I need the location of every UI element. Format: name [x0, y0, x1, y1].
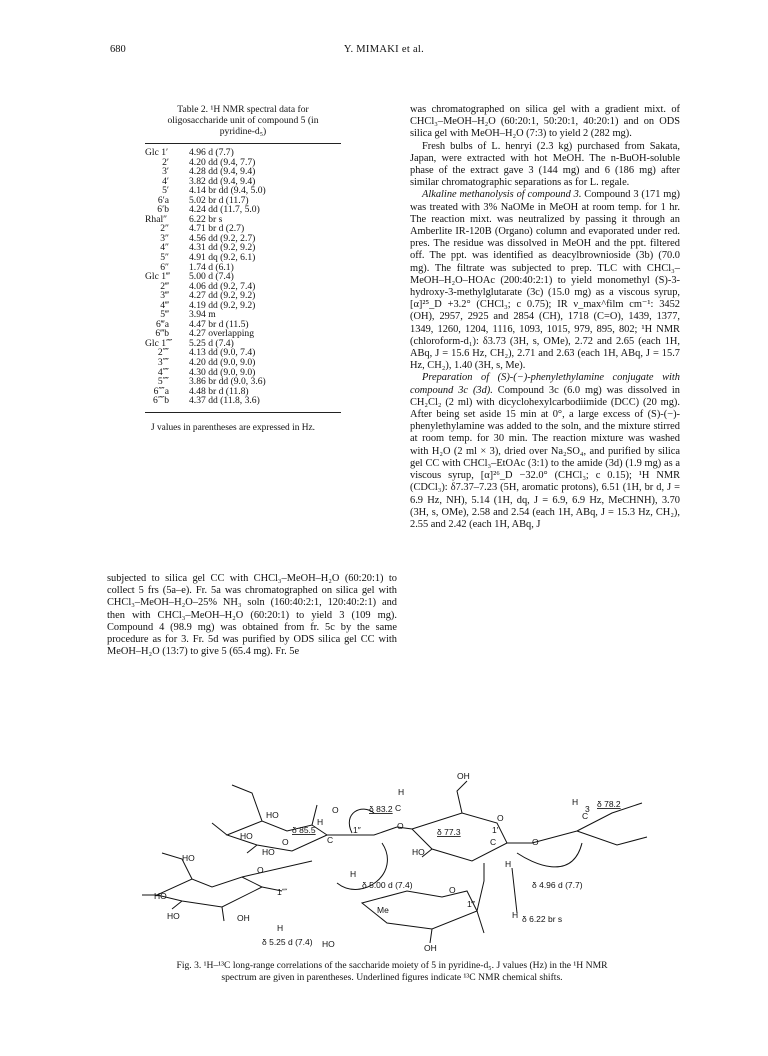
nmr-table — [145, 104, 341, 434]
fig-label: H — [277, 923, 284, 933]
table-cell-shift: 4.13 dd (9.0, 7.4) — [189, 347, 256, 359]
fig-label: HO — [262, 847, 275, 857]
table-cell-shift: 4.56 dd (9.2, 2.7) — [189, 232, 256, 244]
table-cell-shift: 4.06 dd (9.2, 7.4) — [189, 280, 256, 292]
fig-label: H — [317, 817, 324, 827]
fig-label: O — [282, 837, 289, 847]
table-cell-position: Glc 1‴ — [145, 271, 171, 283]
table-cell-position: 6′a — [157, 194, 169, 206]
table-cell-shift: 5.00 d (7.4) — [189, 271, 234, 283]
fig-label: C — [395, 803, 402, 813]
table-row — [145, 205, 341, 215]
fig-label: HO — [154, 891, 167, 901]
table-cell-shift: 4.19 dd (9.2, 9.2) — [189, 299, 256, 311]
table-bottom-rule — [145, 412, 341, 413]
fig-label: O — [332, 805, 339, 815]
section-heading: Alkaline methanolysis of compound 3. — [422, 189, 582, 201]
bond — [212, 823, 227, 835]
bond — [222, 907, 224, 921]
bond — [507, 831, 577, 843]
table-cell-shift: 4.91 dq (9.2, 6.1) — [189, 252, 256, 264]
fig-label: H — [505, 859, 512, 869]
fig-label: O — [497, 813, 504, 823]
table-cell-shift: 4.48 br d (11.8) — [189, 385, 249, 397]
table-cell-position: 3′ — [162, 166, 169, 178]
table-row — [145, 396, 341, 406]
paragraph-text: Compound 3c (6.0 mg) was dissolved in CH₂Cl₂ (2 ml) with dicyclohexylcarbodiimide (DCC) (20 mg). After being set aside 15 min at 0°, a large excess of (S)-(−)-phenylethylamine was added to the soln, and the mixture stirred at room temp. for 30 min. The reaction mixture was washed with H₂O (2 ml × 3), dried over Na₂SO₄, and purified by silica gel CC with CHCl₃–EtOAc (3:1) to the amide (3d) (1.9 mg) as a viscous syrup, [α]²⁶_D −32.0° (CHCl₃; c 0.15); ¹H NMR (CDCl₃): δ7.37–7.23 (5H, aromatic protons), 6.51 (1H, br d, J = 6.9 Hz, NH), 5.14 (1H, dq, J = 6.9, 6.9 Hz, MeCHNH), 3.70 (3H, s, OMe), 2.58 and 2.54 (each 1H, ABq, J = 15.3 Hz, CH₂), 2.55 and 2.42 (each 1H, ABq, J — [410, 384, 681, 530]
glucose-ring-2 — [157, 877, 262, 907]
table-cell-position: 6‴a — [155, 318, 169, 330]
proton-shift: δ 5.00 d (7.4) — [362, 880, 413, 890]
table-cell-shift: 4.20 dd (9.0, 9.0) — [189, 357, 256, 369]
fig-label: HO — [240, 831, 253, 841]
table-top-rule — [145, 143, 341, 144]
table-cell-shift: 5.25 d (7.4) — [189, 337, 234, 349]
table-cell-position: 2⁗ — [157, 347, 169, 359]
table-cell-shift: 4.28 dd (9.4, 9.4) — [189, 166, 256, 178]
fig-label: C — [490, 837, 497, 847]
fig-label: C — [582, 811, 589, 821]
fig-label: H — [572, 797, 579, 807]
table-body — [145, 148, 341, 406]
table-cell-position: 3‴ — [160, 290, 169, 302]
fig-label: H — [350, 869, 357, 879]
table-cell-shift: 3.82 dd (9.4, 9.4) — [189, 175, 256, 187]
table-cell-position: Glc 1⁗ — [145, 337, 173, 349]
table-cell-position: 3⁗ — [157, 357, 169, 369]
fig-label: H — [512, 910, 519, 920]
table-cell-position: 3″ — [160, 232, 169, 244]
table-cell-shift: 4.71 br d (2.7) — [189, 223, 245, 235]
bond — [477, 863, 484, 911]
structure-figure — [112, 773, 672, 953]
table-cell-shift: 6.22 br s — [189, 213, 223, 225]
table-row — [145, 253, 341, 263]
table-cell-position: 6‴b — [155, 328, 169, 340]
table-row — [145, 329, 341, 339]
table-cell-position: 4⁗ — [157, 366, 169, 378]
table-caption-line: Table 2. ¹H NMR spectral data for — [177, 104, 309, 115]
section-heading: Preparation of (S)-(−)-phenylethylamine conjugate with compound 3c (3d). — [410, 372, 680, 396]
table-caption-line: oligosaccharide unit of compound 5 (in — [167, 115, 319, 126]
proton-shift: δ 4.96 d (7.7) — [532, 880, 583, 890]
table-cell-position: 5″ — [160, 252, 169, 264]
position-label: 1″ — [353, 825, 361, 835]
table-cell-position: 2′ — [162, 156, 169, 168]
right-column — [410, 104, 680, 531]
carbon-shift: δ 85.5 — [292, 825, 316, 835]
bond — [172, 901, 182, 909]
table-cell-shift: 3.86 br dd (9.0, 3.6) — [189, 376, 266, 388]
paragraph: Fresh bulbs of L. henryi (2.3 kg) purchased from Sakata, Japan, were extracted with hot MeOH. The n-BuOH-soluble phase of the extract gave 3 (144 mg) and 6 (186 mg) after similar chromatographic separations as for L. regale. — [410, 140, 680, 189]
table-cell-position: 6⁗a — [153, 385, 169, 397]
fig-label: HO — [167, 911, 180, 921]
table-footnote: J values in parentheses are expressed in Hz. — [151, 422, 316, 433]
correlation-arrow — [512, 868, 517, 913]
table-cell-position: 5‴ — [160, 309, 169, 321]
table-cell-position: 4″ — [160, 242, 169, 254]
table-cell-shift: 4.27 overlapping — [189, 328, 255, 340]
table-cell-position: 6″ — [160, 261, 169, 273]
left-column — [107, 573, 397, 658]
table-cell-position: 4‴ — [160, 299, 169, 311]
carbon-shift: δ 78.2 — [597, 799, 621, 809]
table-caption — [145, 104, 341, 137]
page-number: 680 — [110, 44, 126, 55]
table-cell-position: 5⁗ — [157, 376, 169, 388]
position-label: 1′ — [492, 825, 499, 835]
bond — [247, 845, 257, 853]
bond — [242, 861, 312, 877]
fig-label: HO — [182, 853, 195, 863]
table-cell-shift: 4.27 dd (9.2, 9.2) — [189, 290, 256, 302]
table-cell-position: Glc 1′ — [145, 147, 169, 158]
carbon-shift: δ 77.3 — [437, 827, 461, 837]
table-cell-shift: 4.14 br dd (9.4, 5.0) — [189, 185, 266, 197]
figure-caption — [112, 960, 672, 984]
fig-label: O — [257, 865, 264, 875]
paragraph — [410, 189, 680, 372]
fig-label: Me — [377, 905, 389, 915]
paragraph — [410, 372, 680, 531]
table-row — [145, 301, 341, 311]
fig-label: OH — [457, 773, 470, 781]
table-cell-shift: 4.47 br d (11.5) — [189, 318, 249, 330]
table-cell-shift: 4.24 dd (11.7, 5.0) — [189, 204, 260, 216]
table-cell-shift: 1.74 d (6.1) — [189, 261, 234, 273]
paragraph: was chromatographed on silica gel with a gradient mixt. of CHCl₃–MeOH–H₂O (60:20:1, 50:20:1, 40:20:1) and on ODS silica gel with MeOH–H₂O (7:3) to yield 2 (282 mg). — [410, 104, 680, 140]
bond — [232, 785, 262, 821]
proton-shift: δ 6.22 br s — [522, 914, 563, 924]
fig-label: OH — [237, 913, 250, 923]
fig-label: O — [397, 821, 404, 831]
aglycone-bond — [577, 831, 647, 845]
fig-label: HO — [412, 847, 425, 857]
table-row — [145, 263, 341, 273]
running-head: Y. MIMAKI et al. — [343, 44, 425, 55]
table-cell-position: 2″ — [160, 223, 169, 235]
glycosidic-bond — [327, 827, 397, 835]
table-cell-shift: 4.31 dd (9.2, 9.2) — [189, 242, 256, 254]
bond — [457, 781, 467, 813]
fig-label: HO — [322, 939, 335, 949]
table-cell-position: 5′ — [162, 185, 169, 197]
table-cell-position: 4′ — [162, 175, 169, 187]
fig-label: H — [398, 787, 405, 797]
position-label: 1⁗ — [277, 887, 288, 897]
table-cell-shift: 4.37 dd (11.8, 3.6) — [189, 395, 260, 407]
table-cell-shift: 5.02 br d (11.7) — [189, 194, 249, 206]
table-cell-position: 2‴ — [160, 280, 169, 292]
figure-caption-line: Fig. 3. ¹H–¹³C long-range correlations of the saccharide moiety of 5 in pyridine-d₅. J values (Hz) in the ¹H NMR — [176, 960, 608, 971]
fig-label: O — [449, 885, 456, 895]
fig-label: HO — [266, 810, 279, 820]
position-label: 1‴ — [467, 899, 475, 909]
table-cell-shift: 4.30 dd (9.0, 9.0) — [189, 366, 256, 378]
proton-shift: δ 5.25 d (7.4) — [262, 937, 313, 947]
fig-label: OH — [424, 943, 437, 953]
fig-label: C — [327, 835, 334, 845]
paragraph-text: Compound 3 (171 mg) was treated with 3% NaOMe in MeOH at room temp. for 1 hr. The reaction mixt. was neutralized by passing it through an Amberlite IR-120B (Organo) column and evaporated under red. pres. The residue was dissolved in MeOH and the ppt. filtered off. The ppt. was identified as deacylbrownioside (3b) (70.0 mg). The filtrate was subjected to prep. TLC with CHCl₃–MeOH–H₂O–HOAc (200:40:2:1) to yield monomethyl (S)-3-hydroxy-3-methylglutarate (3c) (15.0 mg) as a viscous syrup, [α]²⁵_D +3.2° (CHCl₃; c 0.75); IR ν_max^film cm⁻¹: 3452 (OH), 2957, 2925 and 2854 (CH), 1718 (C=O), 1439, 1377, 1349, 1260, 1204, 1116, 1093, 1015, 979, 895, 802; ¹H NMR (chloroform-d₁): δ3.73 (3H, s, OMe), 2.72 and 2.65 (each 1H, ABq, J = 15.6 Hz, CH₂), 2.71 and 2.63 (each 1H, ABq, J = 15.7 Hz, CH₂), 1.40 (3H, s, Me). — [410, 189, 680, 372]
table-cell-position: Rhal″ — [145, 213, 168, 225]
table-cell-position: 6′b — [157, 204, 169, 216]
correlation-arrow — [517, 843, 582, 867]
table-cell-shift: 4.20 dd (9.4, 7.7) — [189, 156, 256, 168]
table-cell-shift: 3.94 m — [189, 309, 216, 321]
table-caption-line: pyridine-d₅) — [219, 126, 267, 137]
bond — [430, 929, 432, 943]
paragraph: subjected to silica gel CC with CHCl₃–MeOH–H₂O (60:20:1) to collect 5 frs (5a–e). Fr. 5a was chromatographed on silica gel with CHCl₃–MeOH–H₂O–25% NH₃ soln (160:40:2:1, 120:40:2:1) and then with CHCl₃–MeOH–H₂O (60:20:1) to yield 3 (109 mg). Compound 4 (98.9 mg) was obtained from fr. 5c by the same procedure as for 3. Fr. 5d was purified by ODS silica gel CC with MeOH–H₂O (13:7) to give 5 (65.4 mg). Fr. 5e — [107, 573, 397, 658]
fig-label: O — [532, 837, 539, 847]
position-label: 3 — [585, 804, 590, 814]
carbon-shift: δ 83.2 — [369, 804, 393, 814]
figure-caption-line: spectrum are given in parentheses. Underlined figures indicate ¹³C NMR chemical shifts. — [221, 972, 563, 983]
bond — [477, 911, 484, 933]
table-cell-position: 6⁗b — [153, 395, 169, 407]
table-cell-shift: 4.96 d (7.7) — [189, 147, 234, 158]
